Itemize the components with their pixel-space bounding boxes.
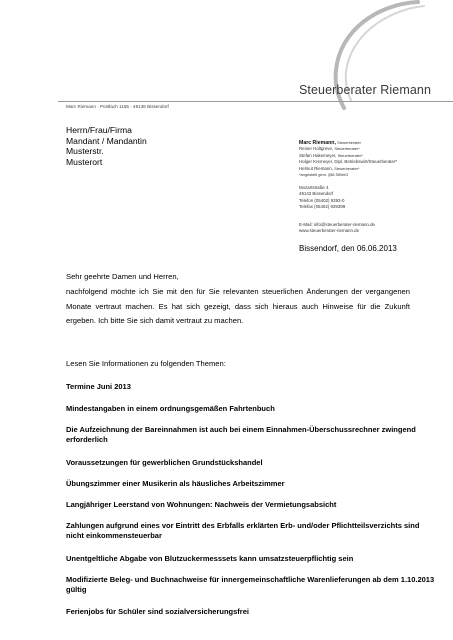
topic-item: Übungszimmer einer Musikerin als häusliches Arbeitszimmer xyxy=(66,479,285,488)
topic-item: Modifizierte Beleg- und Buchnachweise für innergemeinschaftliche Warenlieferungen ab dem 1.10.2013 gültig xyxy=(66,575,435,594)
topic-item: Unentgeltliche Abgabe von Blutzuckermesssets kann umsatzsteuerpflichtig sein xyxy=(66,554,354,563)
topic-item: Zahlungen aufgrund eines vor Eintritt des Erbfalls erklärten Erb- und/oder Pflichtteilsverzichts sind nicht einkommensteuerbar xyxy=(66,521,420,540)
partner-note: *angestellt gem. §58 StBerG xyxy=(299,172,349,178)
recipient-address xyxy=(66,125,147,167)
partner-name: Stefan Hakemeyer, xyxy=(299,152,337,158)
partner-name: Helmut Riemann, xyxy=(299,165,333,171)
topic-item: Langjähriger Leerstand von Wohnungen: Nachweis der Vermietungsabsicht xyxy=(66,500,337,509)
email-address: E-Mail: info@steuerberater-riemann.de xyxy=(299,222,375,227)
website-url: www.steuerberater-riemann.de xyxy=(299,228,360,234)
sender-return-address: Marc Riemann · Postfach 1165 · 49136 Bissendorf xyxy=(66,104,169,109)
fax-number: Telefax (05402) 939399 xyxy=(299,204,346,210)
topic-item: Termine Juni 2013 xyxy=(66,382,131,391)
topic-item: Mindestangaben in einem ordnungsgemäßen Fahrtenbuch xyxy=(66,404,275,413)
office-address xyxy=(299,185,345,211)
contact-info xyxy=(299,222,375,235)
recipient-line: Herrn/Frau/Firma xyxy=(66,125,132,135)
topic-item: Ferienjobs für Schüler sind sozialversicherungsfrei xyxy=(66,607,249,616)
partner-title: Steuerberater* xyxy=(334,165,360,171)
letterhead-divider xyxy=(58,101,453,102)
partner-title: Steuerberater* xyxy=(334,146,360,152)
partner-name: Reiner Holtgreve, xyxy=(299,146,334,152)
salutation: Sehr geehrte Damen und Herren, xyxy=(66,272,179,281)
phone-number: Telefon (05402) 9393-0 xyxy=(299,197,345,203)
topic-item: Die Aufzeichnung der Bareinnahmen ist auch bei einem Einnahmen-Überschussrechner zwingend erforderlich xyxy=(66,425,416,444)
partner-list xyxy=(299,140,397,178)
logo-swoosh-icon xyxy=(300,0,453,115)
letter-date: Bissendorf, den 06.06.2013 xyxy=(299,244,397,253)
partner-name: Holger Kremeyer, Dipl. Betriebswirt/Steuerberater* xyxy=(299,159,398,165)
partner-lead-name: Marc Riemann, xyxy=(299,140,336,146)
partner-lead-title: Steuerberater xyxy=(337,140,361,145)
letter-body xyxy=(66,270,410,329)
partner-title: Steuerberater* xyxy=(337,152,363,158)
intro-paragraph: nachfolgend möchte ich Sie mit den für Sie relevanten steuerlichen Änderungen der vergangenen Monate vertraut machen. Es hat sich gezeigt, dass sich hieraus auch Hinweise für die Zukunft ergeben. Ich bitte Sie sich damit vertraut zu machen. xyxy=(66,286,410,326)
topic-item: Voraussetzungen für gewerblichen Grundstückshandel xyxy=(66,458,263,467)
firm-name: Steuerberater Riemann xyxy=(299,83,432,97)
recipient-line: Musterstr. xyxy=(66,146,104,157)
address-city: 49143 Bissendorf xyxy=(299,191,334,197)
recipient-line: Musterort xyxy=(66,156,103,167)
recipient-line: Mandant / Mandantin xyxy=(66,135,147,146)
topics-intro: Lesen Sie Informationen zu folgenden Themen: xyxy=(66,359,226,368)
address-street: Mozartstraße 4 xyxy=(299,185,329,190)
